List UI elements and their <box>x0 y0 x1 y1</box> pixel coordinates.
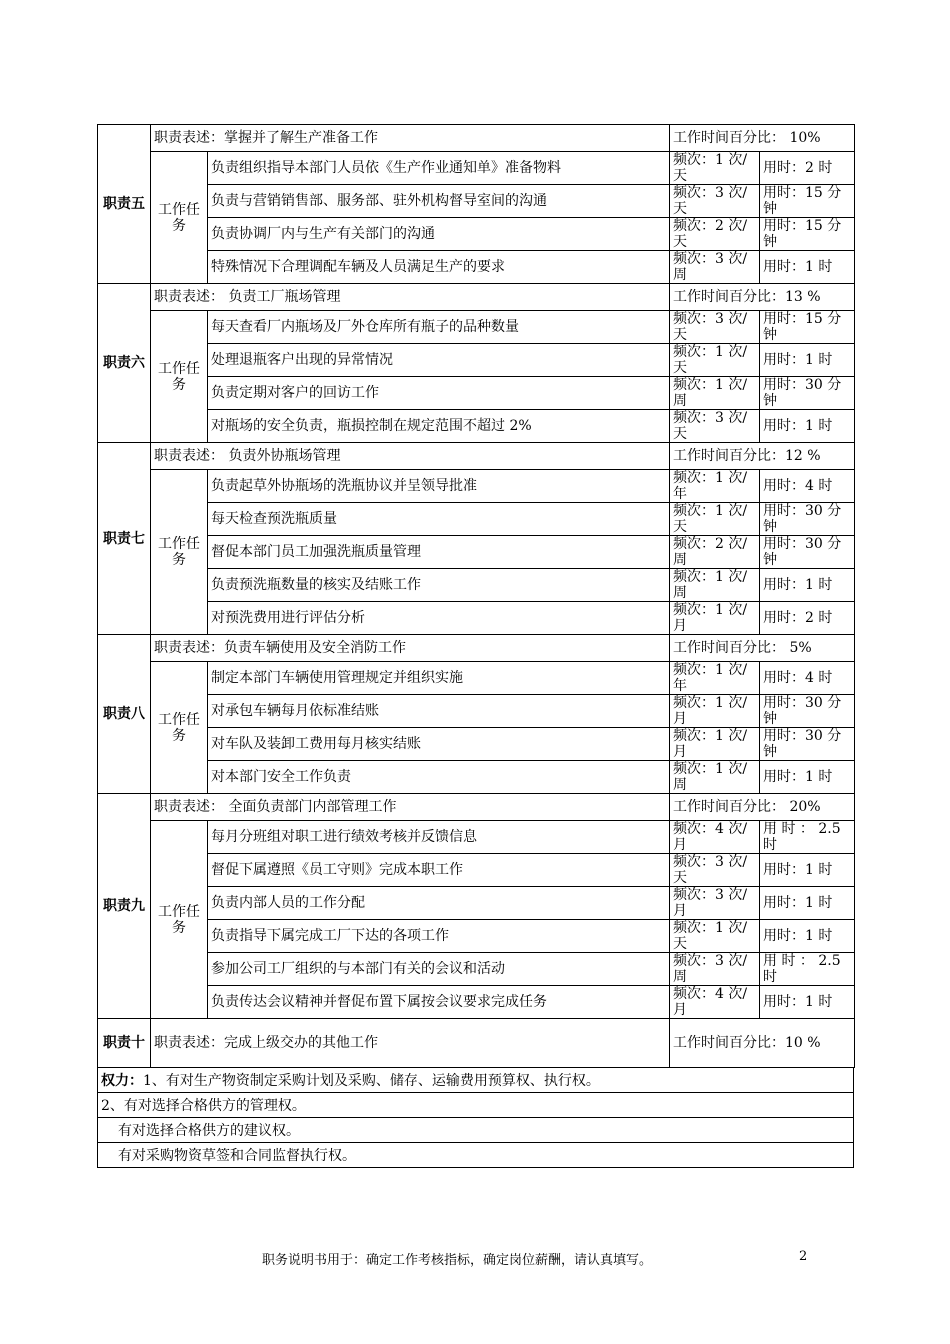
task-row <box>98 344 855 377</box>
work-time-percentage: 工作时间百分比： 10% <box>670 125 855 152</box>
task-time: 用时：30 分钟 <box>760 536 855 569</box>
task-frequency: 频次：1 次/周 <box>670 761 760 794</box>
rights-line-3: 有对选择合格供方的建议权。 <box>98 1118 854 1143</box>
task-time: 用时：1 时 <box>760 761 855 794</box>
task-time: 用时：30 分钟 <box>760 728 855 761</box>
duty-description-row <box>98 794 855 821</box>
task-time: 用时：1 时 <box>760 251 855 284</box>
rights-line-4: 有对采购物资草签和合同监督执行权。 <box>98 1143 854 1168</box>
task-text: 负责协调厂内与生产有关部门的沟通 <box>208 218 670 251</box>
task-frequency: 频次：2 次/周 <box>670 536 760 569</box>
task-frequency: 频次：1 次/月 <box>670 728 760 761</box>
work-time-percentage: 工作时间百分比：10 % <box>670 1019 855 1068</box>
task-time: 用时：2 时 <box>760 152 855 185</box>
task-row <box>98 503 855 536</box>
rights-line-2: 2、有对选择合格供方的管理权。 <box>98 1093 854 1118</box>
task-frequency: 频次：3 次/天 <box>670 185 760 218</box>
task-text: 参加公司工厂组织的与本部门有关的会议和活动 <box>208 953 670 986</box>
task-frequency: 频次：2 次/天 <box>670 218 760 251</box>
rights-table <box>97 1067 854 1168</box>
task-frequency: 频次：1 次/ 月 <box>670 695 760 728</box>
task-text: 制定本部门车辆使用管理规定并组织实施 <box>208 662 670 695</box>
task-text: 对瓶场的安全负责，瓶损控制在规定范围不超过 2% <box>208 410 670 443</box>
duty-description: 职责表述：掌握并了解生产准备工作 <box>151 125 670 152</box>
task-time: 用时：1 时 <box>760 854 855 887</box>
task-time: 用时：1 时 <box>760 410 855 443</box>
task-row <box>98 410 855 443</box>
work-time-percentage: 工作时间百分比：13 % <box>670 284 855 311</box>
task-frequency: 频次：1 次/天 <box>670 503 760 536</box>
task-row <box>98 311 855 344</box>
duty-heading: 职责八 <box>98 635 151 794</box>
task-text: 负责传达会议精神并督促布置下属按会议要求完成任务 <box>208 986 670 1019</box>
task-label: 工作任务 <box>151 662 208 794</box>
duty-description: 职责表述： 全面负责部门内部管理工作 <box>151 794 670 821</box>
task-text: 负责预洗瓶数量的核实及结账工作 <box>208 569 670 602</box>
task-row <box>98 695 855 728</box>
task-text: 督促下属遵照《员工守则》完成本职工作 <box>208 854 670 887</box>
task-text: 负责定期对客户的回访工作 <box>208 377 670 410</box>
task-text: 负责内部人员的工作分配 <box>208 887 670 920</box>
task-text: 处理退瓶客户出现的异常情况 <box>208 344 670 377</box>
page-number: 2 <box>799 1249 808 1264</box>
task-frequency: 频次：3 次/天 <box>670 854 760 887</box>
task-row <box>98 953 855 986</box>
task-text: 对本部门安全工作负责 <box>208 761 670 794</box>
task-time: 用时：4 时 <box>760 470 855 503</box>
task-text: 负责指导下属完成工厂下达的各项工作 <box>208 920 670 953</box>
task-text: 负责与营销销售部、服务部、驻外机构督导室间的沟通 <box>208 185 670 218</box>
footer-note: 职务说明书用于：确定工作考核指标，确定岗位薪酬，请认真填写。 <box>262 1253 653 1268</box>
task-row <box>98 152 855 185</box>
task-time: 用时：15 分钟 <box>760 218 855 251</box>
task-time: 用 时 ： 2.5 时 <box>760 821 855 854</box>
task-row <box>98 536 855 569</box>
duty-description-row <box>98 443 855 470</box>
duty-table <box>97 124 855 1068</box>
task-time: 用时：1 时 <box>760 920 855 953</box>
duty-description: 职责表述： 负责工厂瓶场管理 <box>151 284 670 311</box>
task-frequency: 频次：4 次/月 <box>670 821 760 854</box>
task-text: 特殊情况下合理调配车辆及人员满足生产的要求 <box>208 251 670 284</box>
task-row <box>98 761 855 794</box>
task-row <box>98 470 855 503</box>
task-time: 用时：15 分钟 <box>760 311 855 344</box>
task-time: 用 时 ： 2.5 时 <box>760 953 855 986</box>
task-frequency: 频次：1 次/周 <box>670 569 760 602</box>
task-frequency: 频次：4 次/月 <box>670 986 760 1019</box>
task-time: 用时：1 时 <box>760 569 855 602</box>
task-time: 用时：15 分钟 <box>760 185 855 218</box>
task-row <box>98 821 855 854</box>
duty-description-row <box>98 284 855 311</box>
task-row <box>98 377 855 410</box>
task-row <box>98 602 855 635</box>
task-text: 每月分班组对职工进行绩效考核并反馈信息 <box>208 821 670 854</box>
work-time-percentage: 工作时间百分比： 5% <box>670 635 855 662</box>
task-time: 用时：30 分钟 <box>760 377 855 410</box>
task-frequency: 频次：3 次/周 <box>670 953 760 986</box>
task-time: 用时：30 分钟 <box>760 503 855 536</box>
task-text: 对承包车辆每月依标准结账 <box>208 695 670 728</box>
task-frequency: 频次：3 次/天 <box>670 410 760 443</box>
task-time: 用时：1 时 <box>760 344 855 377</box>
task-time: 用时：30 分钟 <box>760 695 855 728</box>
task-row <box>98 218 855 251</box>
duty-10-row <box>98 1019 855 1068</box>
task-row <box>98 728 855 761</box>
task-frequency: 频次：3 次/周 <box>670 251 760 284</box>
work-time-percentage: 工作时间百分比： 20% <box>670 794 855 821</box>
duty-heading: 职责十 <box>98 1019 151 1068</box>
task-row <box>98 569 855 602</box>
task-time: 用时：1 时 <box>760 887 855 920</box>
task-row <box>98 887 855 920</box>
duty-document <box>97 124 854 1168</box>
task-text: 负责组织指导本部门人员依《生产作业通知单》准备物料 <box>208 152 670 185</box>
task-frequency: 频次：1 次/月 <box>670 602 760 635</box>
duty-heading: 职责六 <box>98 284 151 443</box>
duty-description: 职责表述：负责车辆使用及安全消防工作 <box>151 635 670 662</box>
task-label: 工作任务 <box>151 152 208 284</box>
task-row <box>98 986 855 1019</box>
task-label: 工作任务 <box>151 821 208 1019</box>
duty-description-row <box>98 125 855 152</box>
task-text: 负责起草外协瓶场的洗瓶协议并呈领导批准 <box>208 470 670 503</box>
task-text: 每天查看厂内瓶场及厂外仓库所有瓶子的品种数量 <box>208 311 670 344</box>
duty-heading: 职责七 <box>98 443 151 635</box>
work-time-percentage: 工作时间百分比：12 % <box>670 443 855 470</box>
task-frequency: 频次：1 次/年 <box>670 470 760 503</box>
task-frequency: 频次：1 次/天 <box>670 152 760 185</box>
task-text: 每天检查预洗瓶质量 <box>208 503 670 536</box>
task-frequency: 频次：1 次/天 <box>670 344 760 377</box>
task-frequency: 频次：1 次/年 <box>670 662 760 695</box>
task-label: 工作任务 <box>151 311 208 443</box>
task-frequency: 频次：3 次/月 <box>670 887 760 920</box>
task-label: 工作任务 <box>151 470 208 635</box>
task-time: 用时：4 时 <box>760 662 855 695</box>
task-row <box>98 662 855 695</box>
task-time: 用时：1 时 <box>760 986 855 1019</box>
duty-heading: 职责九 <box>98 794 151 1019</box>
task-text: 对车队及装卸工费用每月核实结账 <box>208 728 670 761</box>
task-row <box>98 185 855 218</box>
task-frequency: 频次：1 次/天 <box>670 920 760 953</box>
rights-line-1: 权力：1、有对生产物资制定采购计划及采购、储存、运输费用预算权、执行权。 <box>98 1068 854 1093</box>
task-time: 用时：2 时 <box>760 602 855 635</box>
task-frequency: 频次：3 次/天 <box>670 311 760 344</box>
rights-label: 权力： <box>101 1073 143 1089</box>
task-row <box>98 854 855 887</box>
task-frequency: 频次：1 次/周 <box>670 377 760 410</box>
task-row <box>98 920 855 953</box>
duty-description: 职责表述：完成上级交办的其他工作 <box>151 1019 670 1068</box>
task-row <box>98 251 855 284</box>
task-text: 督促本部门员工加强洗瓶质量管理 <box>208 536 670 569</box>
duty-heading: 职责五 <box>98 125 151 284</box>
duty-description: 职责表述： 负责外协瓶场管理 <box>151 443 670 470</box>
task-text: 对预洗费用进行评估分析 <box>208 602 670 635</box>
duty-description-row <box>98 635 855 662</box>
